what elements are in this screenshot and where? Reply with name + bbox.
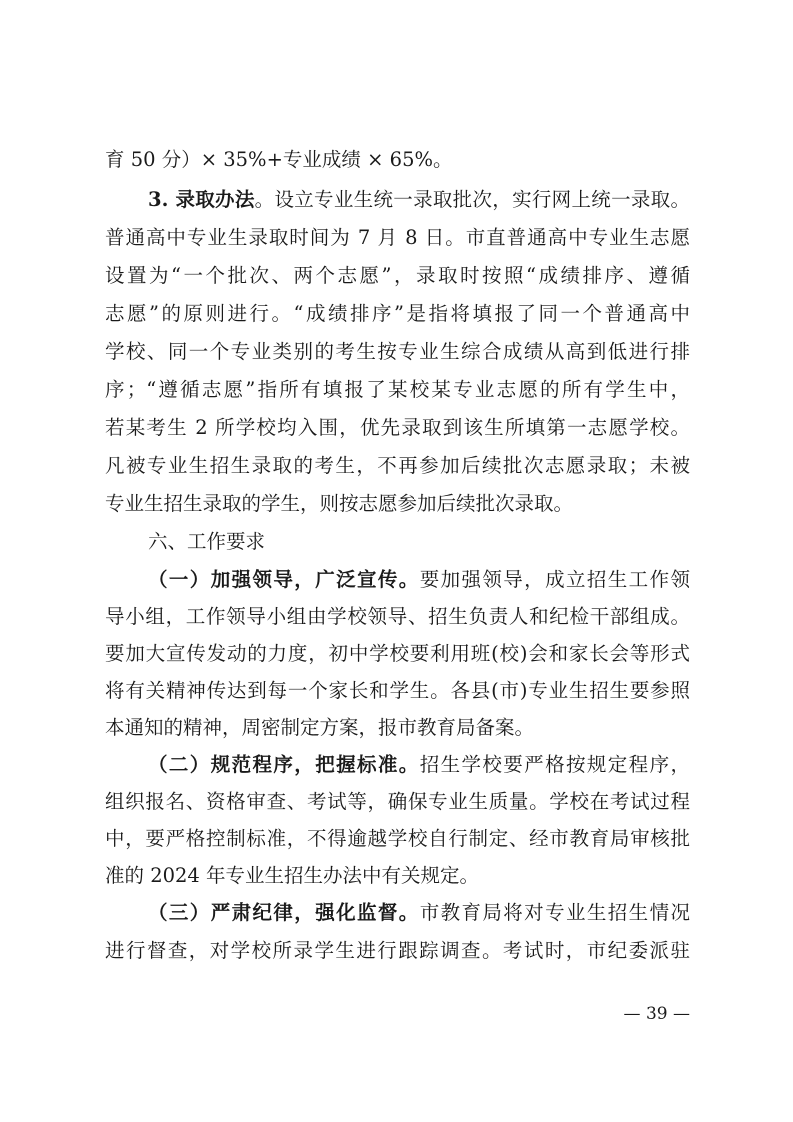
line-text: 导小组，工作领导小组由学校领导、招生负责人和纪检干部组成。 <box>105 605 690 628</box>
section-title: 六、工作要求 <box>148 530 266 553</box>
body-line <box>105 302 690 326</box>
line-text: 育 50 分）× 35%+专业成绩 × 65%。 <box>105 148 453 171</box>
paragraph-first-line <box>148 753 690 777</box>
line-text: 将有关精神传达到每一个家长和学生。各县(市)专业生招生要参照 <box>105 679 690 702</box>
line-text: 市教育局将对专业生招生情况 <box>419 901 690 924</box>
body-line <box>105 148 690 172</box>
line-text: 本通知的精神，周密制定方案，报市教育局备案。 <box>105 716 535 739</box>
body-line <box>105 492 690 516</box>
line-text: 准的 2024 年专业生招生办法中有关规定。 <box>105 864 480 887</box>
body-line <box>105 679 690 703</box>
body-line <box>105 790 690 814</box>
section-heading <box>148 530 690 554</box>
subsection-heading: （一）加强领导，广泛宣传。 <box>148 568 420 591</box>
paragraph-first-line <box>148 901 690 925</box>
body-line <box>105 864 690 888</box>
body-line <box>105 340 690 364</box>
line-text: 。设立专业生统一录取批次，实行网上统一录取。 <box>254 188 690 211</box>
body-line <box>105 264 690 288</box>
body-line <box>105 605 690 629</box>
line-text: 普通高中专业生录取时间为 7 月 8 日。市直普通高中专业生志愿 <box>105 226 690 249</box>
line-text: 凡被专业生招生录取的考生，不再参加后续批次志愿录取；未被 <box>105 454 690 477</box>
body-line <box>105 939 690 963</box>
line-text: 进行督查，对学校所录学生进行跟踪调查。考试时，市纪委派驻 <box>105 939 690 962</box>
line-text: 学校、同一个专业类别的考生按专业生综合成绩从高到低进行排 <box>105 340 690 363</box>
subsection-heading: （三）严肃纪律，强化监督。 <box>148 901 420 924</box>
body-line <box>105 454 690 478</box>
item-heading: 3. 录取办法 <box>148 188 255 211</box>
line-text: 专业生招生录取的学生，则按志愿参加后续批次录取。 <box>105 492 574 515</box>
line-text: 志愿”的原则进行。“成绩排序”是指将填报了同一个普通高中 <box>105 302 690 325</box>
body-line <box>105 716 690 740</box>
line-text: 组织报名、资格审查、考试等，确保专业生质量。学校在考试过程 <box>105 790 690 813</box>
paragraph-first-line <box>148 568 690 592</box>
page-number: — 39 — <box>623 1004 690 1024</box>
line-text: 中，要严格控制标准，不得逾越学校自行制定、经市教育局审核批 <box>105 827 690 850</box>
body-line <box>105 416 690 440</box>
subsection-heading: （二）规范程序，把握标准。 <box>148 753 420 776</box>
line-text: 设置为“一个批次、两个志愿”，录取时按照“成绩排序、遵循 <box>105 264 690 287</box>
line-text: 要加大宣传发动的力度，初中学校要利用班(校)会和家长会等形式 <box>105 642 690 665</box>
body-line <box>105 226 690 250</box>
line-text: 若某考生 2 所学校均入围，优先录取到该生所填第一志愿学校。 <box>105 416 690 439</box>
line-text: 要加强领导，成立招生工作领 <box>419 568 690 591</box>
body-line <box>105 642 690 666</box>
line-text: 招生学校要严格按规定程序， <box>419 753 690 776</box>
body-line <box>105 827 690 851</box>
paragraph-first-line <box>148 188 690 212</box>
body-line <box>105 378 690 402</box>
line-text: 序；“遵循志愿”指所有填报了某校某专业志愿的所有学生中， <box>105 378 690 401</box>
